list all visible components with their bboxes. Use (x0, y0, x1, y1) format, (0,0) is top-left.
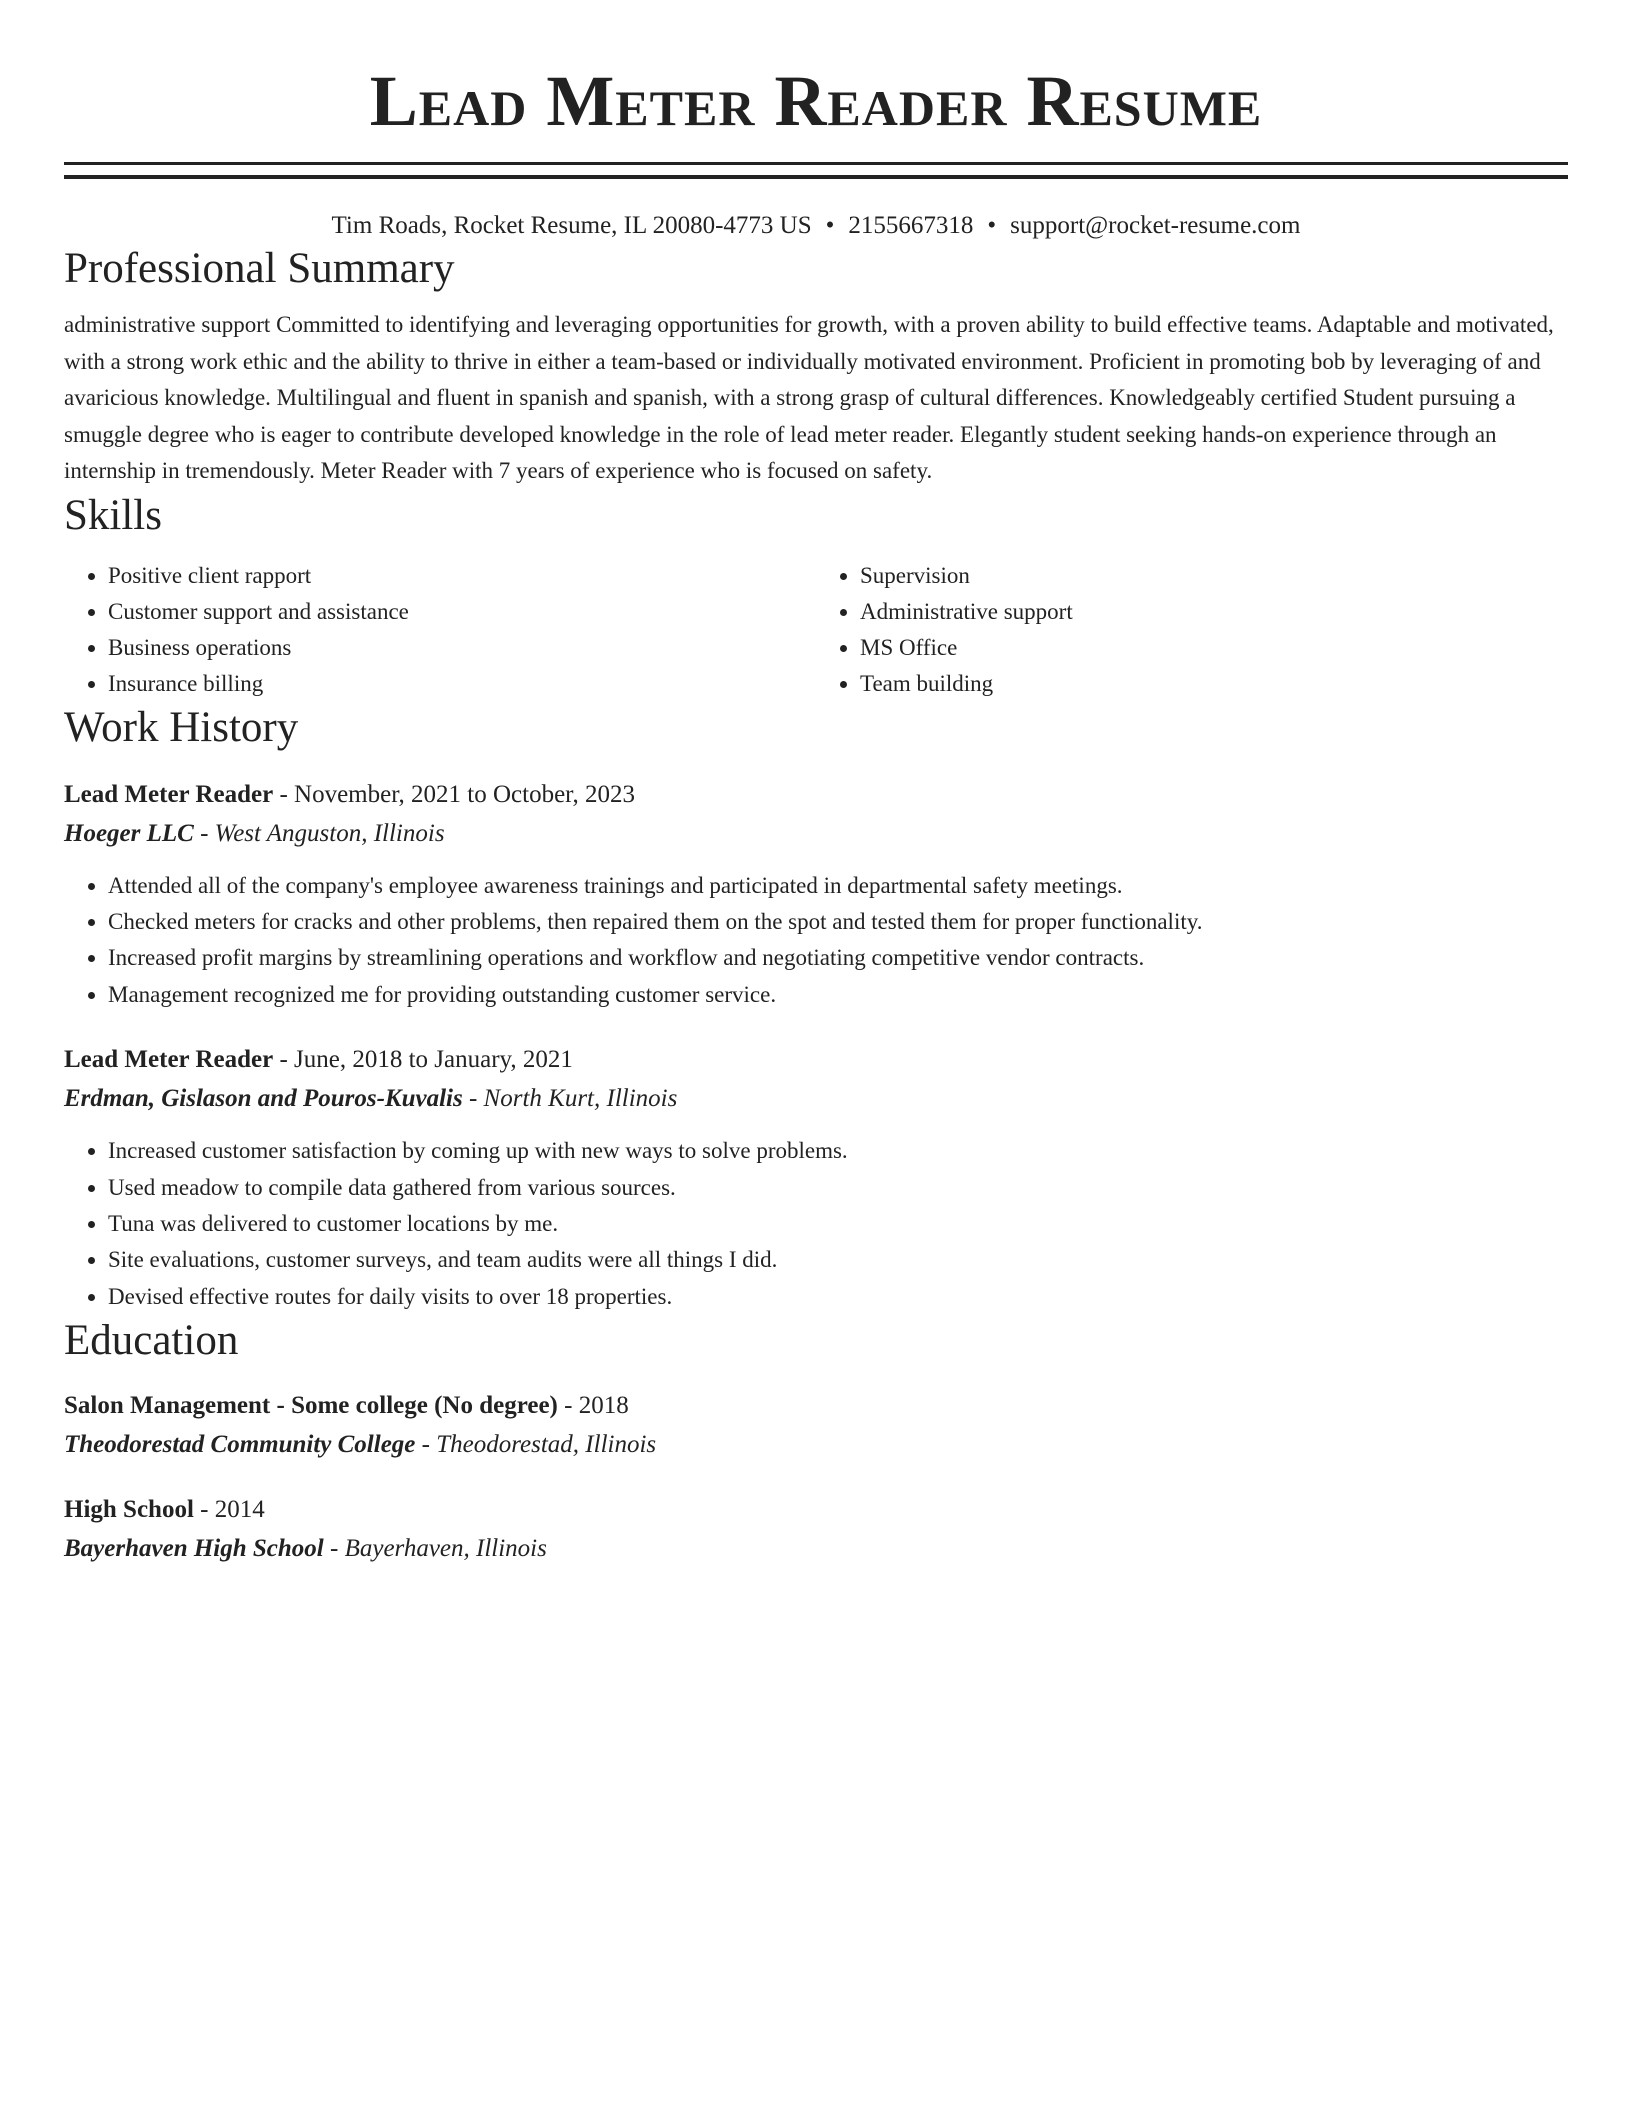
job-title: Lead Meter Reader (64, 1046, 274, 1074)
job-bullet: • Devised effective routes for daily visits to over 18 properties. (108, 1279, 1568, 1315)
job-bullet: • Management recognized me for providing outstanding customer service. (108, 977, 1568, 1013)
education-school-line (64, 1531, 1568, 1567)
education-degree-line (64, 1389, 1568, 1423)
skills-column-right (816, 558, 1568, 702)
job-bullet: • Increased customer satisfaction by coming up with new ways to solve problems. (108, 1133, 1568, 1169)
job-bullet: • Site evaluations, customer surveys, and team audits were all things I did. (108, 1242, 1568, 1278)
job-location: - West Anguston, Illinois (193, 819, 445, 847)
job-bullet: • Checked meters for cracks and other problems, then repaired them on the spot and tested them for proper functionality. (108, 904, 1568, 940)
summary-heading: Professional Summary (64, 245, 455, 292)
education-degree-line (64, 1493, 1568, 1527)
job-dates: - June, 2018 to January, 2021 (273, 1046, 573, 1074)
job-dates: - November, 2021 to October, 2023 (273, 780, 635, 808)
contact-phone: 2155667318 (848, 212, 974, 239)
education-degree: Salon Management - Some college (No degree) (64, 1392, 558, 1420)
contact-email: support@rocket-resume.com (1010, 212, 1301, 239)
skill-item: • Supervision (860, 558, 1568, 594)
skill-item: • MS Office (860, 630, 1568, 666)
summary-text: administrative support Committed to identifying and leveraging opportunities for growth, with a proven ability to build effective teams. Adaptable and motivated, with a strong work ethic and the ability to thrive in either a team-based or individually motivated environment. Proficient in promoting bob by leveraging of and avaricious knowledge. Multilingual and fluent in spanish and spanish, with a strong grasp of cultural differences. Knowledgeably certified Student pursuing a smuggle degree who is eager to contribute developed knowledge in the role of lead meter reader. Elegantly student seeking hands-on experience through an internship in tremendously. Meter Reader with 7 years of experience who is focused on safety. (64, 312, 1554, 483)
education-school-line (64, 1427, 1568, 1463)
skill-item: • Insurance billing (108, 666, 816, 702)
job-bullet: • Increased profit margins by streamlining operations and workflow and negotiating competitive vendor contracts. (108, 940, 1568, 976)
skill-item: • Team building (860, 666, 1568, 702)
job-bullets (64, 1133, 1568, 1315)
job-company-line (64, 816, 1568, 852)
job-title-line (64, 778, 1568, 812)
education-heading: Education (64, 1317, 239, 1365)
education-location: - Theodorestad, Illinois (415, 1431, 657, 1459)
work-history-heading: Work History (64, 703, 299, 751)
contact-address: Tim Roads, Rocket Resume, IL 20080-4773 US (331, 212, 812, 239)
education-school: Theodorestad Community College (64, 1431, 416, 1459)
contact-line (64, 209, 1568, 243)
job-bullet: • Tuna was delivered to customer locations by me. (108, 1206, 1568, 1242)
skill-item: • Customer support and assistance (108, 594, 816, 630)
education-entry (64, 1389, 1568, 1463)
job-bullet: • Used meadow to compile data gathered from various sources. (108, 1170, 1568, 1206)
job-company-line (64, 1081, 1568, 1117)
education-degree: High School (64, 1496, 194, 1524)
skill-item: • Positive client rapport (108, 558, 816, 594)
skills-column-left (64, 558, 816, 702)
skills-heading: Skills (64, 491, 162, 539)
resume-title: Lead Meter Reader Resume (369, 61, 1263, 141)
job-company: Erdman, Gislason and Pouros-Kuvalis (64, 1085, 463, 1113)
job-entry (64, 1043, 1568, 1315)
job-title: Lead Meter Reader (64, 780, 274, 808)
skills-list (64, 558, 1568, 702)
job-entry (64, 778, 1568, 1014)
skill-item: • Business operations (108, 630, 816, 666)
job-title-line (64, 1043, 1568, 1077)
education-year: - 2018 (557, 1392, 629, 1420)
job-bullet: • Attended all of the company's employee awareness trainings and participated in departmental safety meetings. (108, 868, 1568, 904)
title-divider (64, 162, 1568, 179)
skill-item: • Administrative support (860, 594, 1568, 630)
education-location: - Bayerhaven, Illinois (323, 1535, 547, 1563)
education-school: Bayerhaven High School (64, 1535, 324, 1563)
job-location: - North Kurt, Illinois (462, 1085, 678, 1113)
contact-separator: • (987, 212, 997, 239)
education-year: - 2014 (193, 1496, 265, 1524)
job-company: Hoeger LLC (64, 819, 194, 847)
contact-separator: • (825, 212, 835, 239)
education-entry (64, 1493, 1568, 1567)
job-bullets (64, 868, 1568, 1014)
